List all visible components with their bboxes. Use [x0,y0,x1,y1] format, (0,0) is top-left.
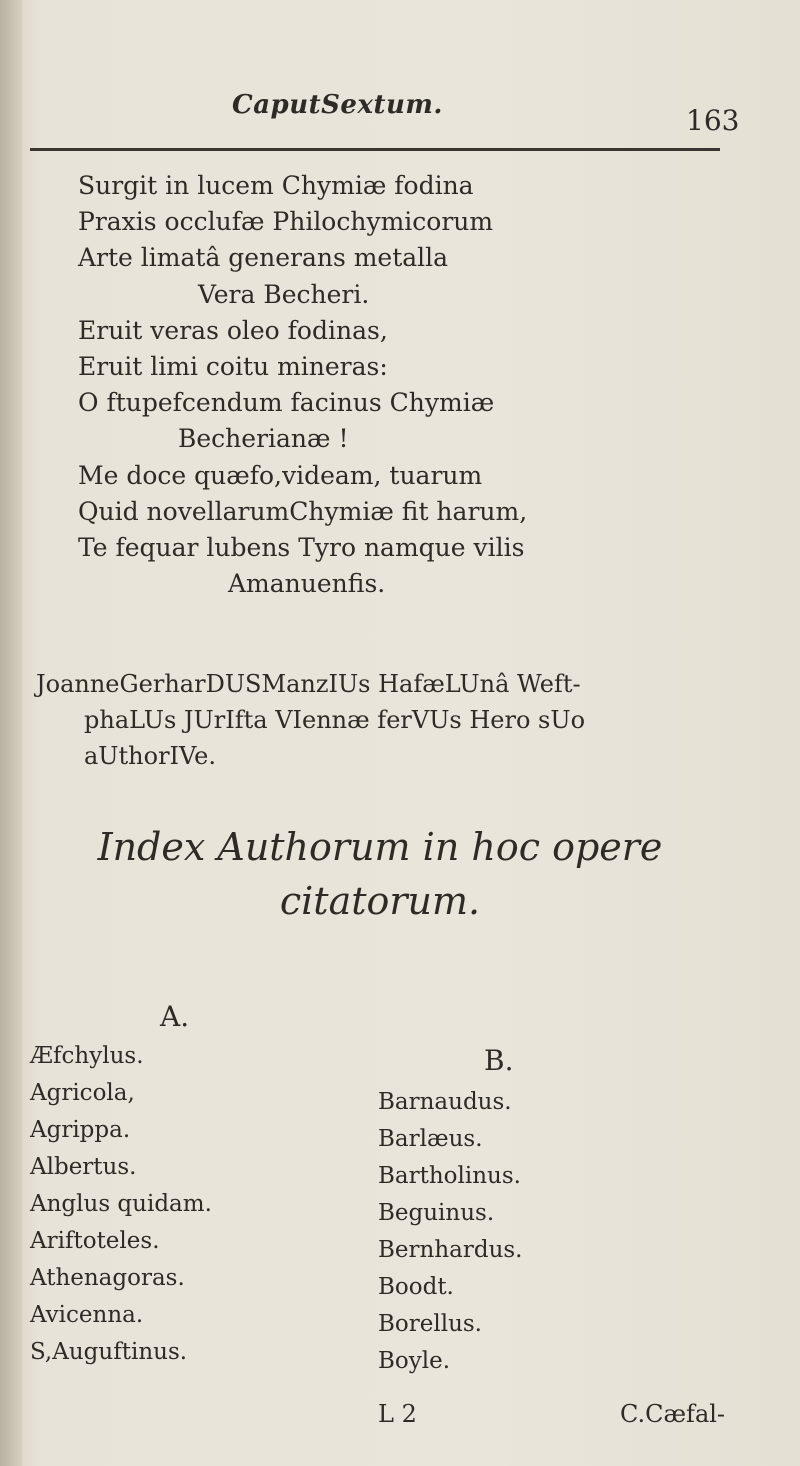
author-entry: Barnaudus. [378,1089,512,1115]
chronogram-line: aUthorIVe. [84,742,216,770]
catchword: C.Cæfal- [620,1400,726,1428]
author-entry: Boodt. [378,1274,454,1300]
signature-mark: L 2 [378,1400,417,1428]
running-head: CaputSextum. [232,90,443,120]
author-entry: Borellus. [378,1311,482,1337]
poem-line: Eruit veras oleo fodinas, [78,315,388,345]
section-letter-a: A. [160,1000,190,1033]
page-gutter [0,0,22,1466]
poem-line: Te fequar lubens Tyro namque vilis [78,533,525,563]
poem-line: Quid novellarumChymiæ fit harum, [78,496,528,526]
author-entry: Bartholinus. [378,1163,521,1189]
author-entry: Barlæus. [378,1126,483,1152]
author-entry: Ariftoteles. [30,1228,160,1254]
poem-line: Vera Becheri. [198,279,370,309]
author-entry: Agrippa. [30,1117,131,1143]
poem-line: Arte limatâ generans metalla [78,243,449,273]
chronogram-line: phaLUs JUrIfta VIennæ ferVUs Hero sUo [84,706,586,734]
section-letter-b: B. [484,1044,514,1077]
chronogram-line: JoanneGerharDUSManzIUs HafæLUnâ Weft- [36,670,581,698]
author-entry: S,Auguftinus. [30,1339,188,1365]
author-entry: Anglus quidam. [30,1191,212,1217]
chronogram [36,666,736,774]
poem-line: Surgit in lucem Chymiæ fodina [78,171,474,200]
author-entry: Avicenna. [30,1302,144,1328]
index-heading-line: Index Authorum in hoc opere [97,825,663,869]
poem [78,168,738,602]
page-number: 163 [686,104,740,137]
poem-line: Praxis occlufæ Philochymicorum [78,207,494,237]
author-entry: Athenagoras. [30,1265,185,1291]
author-entry: Albertus. [30,1154,137,1180]
poem-line: O ftupefcendum facinus Chymiæ [78,388,495,418]
author-list-a [30,1038,320,1371]
author-entry: Bernhardus. [378,1237,523,1263]
author-entry: Æfchylus. [30,1043,144,1069]
poem-line: Amanuenfis. [228,569,386,599]
author-list-b [378,1084,638,1380]
header-rule [30,148,720,151]
author-entry: Agricola, [30,1080,135,1106]
author-entry: Beguinus. [378,1200,495,1226]
author-entry: Boyle. [378,1348,451,1374]
index-heading [60,820,700,928]
poem-line: Becherianæ ! [178,424,349,454]
poem-line: Eruit limi coitu mineras: [78,352,388,382]
index-heading-line: citatorum. [279,879,481,923]
poem-line: Me doce quæfo,videam, tuarum [78,460,483,490]
